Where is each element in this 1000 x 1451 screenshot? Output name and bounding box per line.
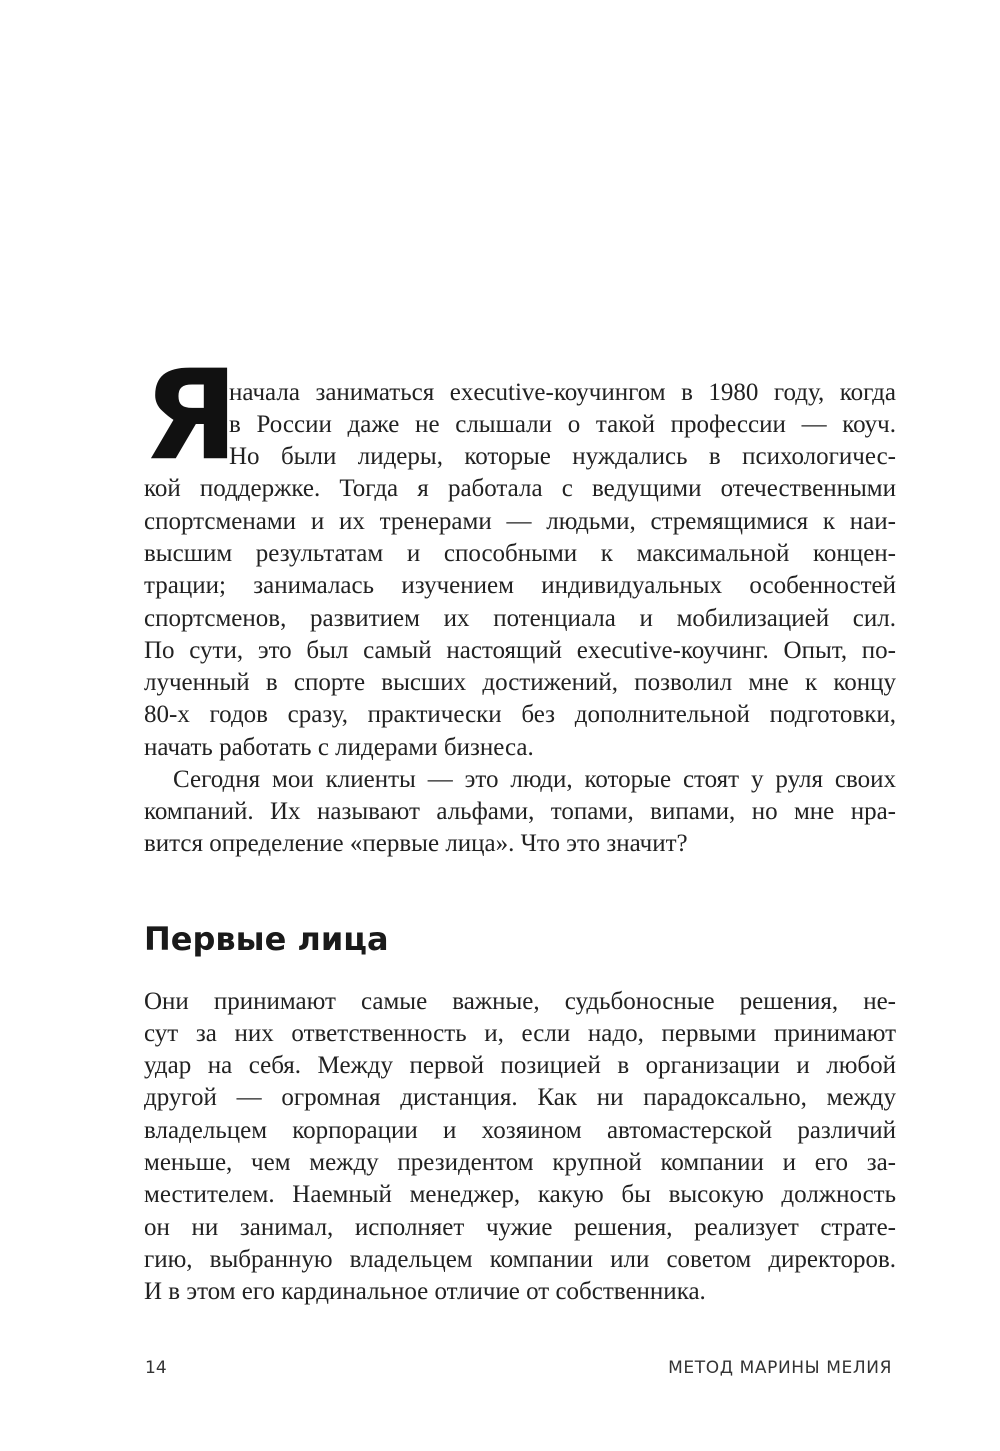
drop-cap: Я [143,344,239,488]
intro-line: спортсменов, развитием их потенциала и мобилизацией сил. [144,605,896,632]
paragraph-line: компаний. Их называют альфами, топами, випами, но мне нра- [144,798,896,825]
section-line: сут за них ответственность и, если надо, первыми принимают [144,1020,896,1047]
section-line: меньше, чем между президентом крупной компании и его за- [144,1149,896,1176]
running-head: МЕТОД МАРИНЫ МЕЛИЯ [668,1358,892,1378]
paragraph-line: Сегодня мои клиенты — это люди, которые стоят у руля своих [173,766,896,793]
intro-line: высшим результатам и способными к максимальной концен- [144,540,896,567]
intro-line: трации; занималась изучением индивидуальных особенностей [144,572,896,599]
section-heading: Первые лица [144,920,389,958]
intro-line: кой поддержке. Тогда я работала с ведущими отечественными [144,475,896,502]
section-line: владельцем корпорации и хозяином автомастерской различий [144,1117,896,1144]
intro-line: лученный в спорте высших достижений, позволил мне к концу [144,669,896,696]
section-line: Они принимают самые важные, судьбоносные решения, не- [144,988,896,1015]
intro-line: в России даже не слышали о такой профессии — коуч. [229,411,896,438]
section-line: И в этом его кардинальное отличие от собственника. [144,1278,706,1305]
paragraph-line: вится определение «первые лица». Что это значит? [144,830,688,857]
page-number: 14 [145,1358,167,1378]
section-line: удар на себя. Между первой позицией в организации и любой [144,1052,896,1079]
intro-line: Но были лидеры, которые нуждались в психологичес- [229,443,896,470]
intro-line: 80-х годов сразу, практически без дополнительной подготовки, [144,701,896,728]
intro-line: начала заниматься executive-коучингом в 1980 году, когда [229,379,896,406]
intro-line: начать работать с лидерами бизнеса. [144,734,534,761]
section-line: другой — огромная дистанция. Как ни парадоксально, между [144,1084,896,1111]
intro-line: По сути, это был самый настоящий executive-коучинг. Опыт, по- [144,637,896,664]
section-line: гию, выбранную владельцем компании или советом директоров. [144,1246,896,1273]
section-line: местителем. Наемный менеджер, какую бы высокую должность [144,1181,896,1208]
intro-line: спортсменами и их тренерами — людьми, стремящимися к наи- [144,508,896,535]
section-line: он ни занимал, исполняет чужие решения, реализует страте- [144,1214,896,1241]
